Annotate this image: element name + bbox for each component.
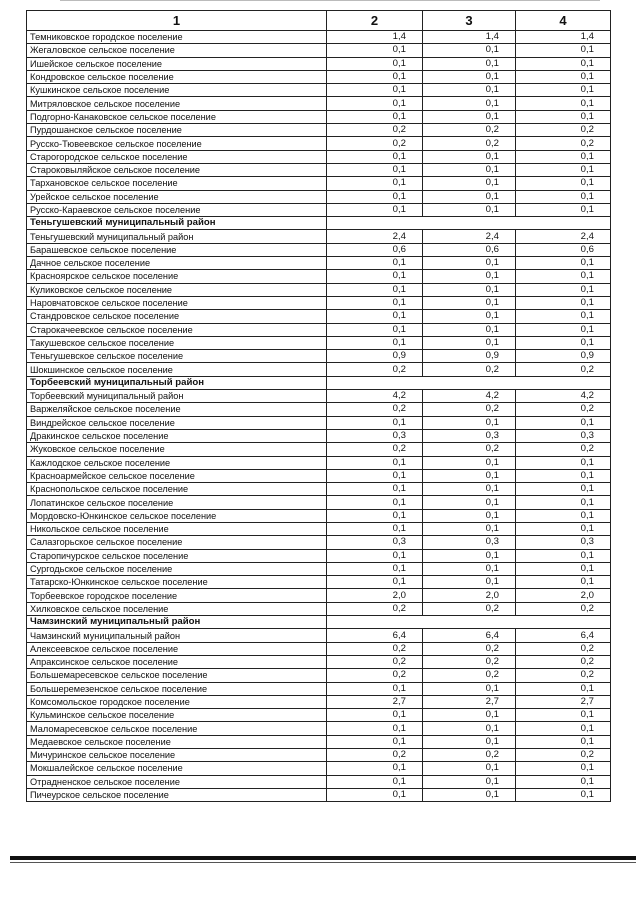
value-cell-col2: 0,1 [327, 549, 423, 562]
value-cell-col2: 0,1 [327, 496, 423, 509]
table-row [27, 323, 611, 336]
settlement-name-cell: Дракинское сельское поселение [27, 429, 327, 442]
value-cell-col4: 0,2 [516, 642, 611, 655]
settlement-name-cell: Пичеурское сельское поселение [27, 788, 327, 801]
value-cell-col4: 0,1 [516, 416, 611, 429]
value-cell-col3: 0,1 [423, 416, 516, 429]
value-cell-col4: 0,1 [516, 270, 611, 283]
value-cell-col2: 0,1 [327, 456, 423, 469]
table-row [27, 44, 611, 57]
value-cell-col2: 0,1 [327, 84, 423, 97]
table-header-row [27, 11, 611, 31]
value-cell-col4: 0,1 [516, 97, 611, 110]
settlement-name-cell: Кажлодское сельское поселение [27, 456, 327, 469]
value-cell-col2: 2,7 [327, 695, 423, 708]
value-cell-col3: 0,1 [423, 682, 516, 695]
value-cell-col3: 0,3 [423, 429, 516, 442]
value-cell-col4: 0,1 [516, 682, 611, 695]
value-cell-col4: 0,1 [516, 496, 611, 509]
value-cell-col4: 0,1 [516, 483, 611, 496]
settlement-name-cell: Чамзинский муниципальный район [27, 629, 327, 642]
value-cell-col3: 0,1 [423, 762, 516, 775]
bottom-rule-thin [10, 862, 636, 863]
value-cell-col2: 0,1 [327, 310, 423, 323]
settlement-name-cell: Хилковское сельское поселение [27, 602, 327, 615]
value-cell-col3: 0,1 [423, 522, 516, 535]
value-cell-col3: 4,2 [423, 390, 516, 403]
table-row [27, 97, 611, 110]
value-cell-col3: 0,1 [423, 735, 516, 748]
value-cell-col2: 0,1 [327, 336, 423, 349]
value-cell-col4: 0,1 [516, 150, 611, 163]
settlement-name-cell: Красноармейское сельское поселение [27, 469, 327, 482]
settlement-name-cell: Пурдошанское сельское поселение [27, 124, 327, 137]
value-cell-col2: 6,4 [327, 629, 423, 642]
column-header-2: 2 [327, 11, 423, 31]
value-cell-col3: 0,2 [423, 124, 516, 137]
value-cell-col4: 0,1 [516, 788, 611, 801]
value-cell-col3: 0,2 [423, 443, 516, 456]
table-row [27, 31, 611, 44]
settlement-name-cell: Апраксинское сельское поселение [27, 655, 327, 668]
value-cell-col2: 0,1 [327, 522, 423, 535]
value-cell-col4: 0,2 [516, 443, 611, 456]
value-cell-col4: 0,2 [516, 669, 611, 682]
value-cell-col4: 0,1 [516, 57, 611, 70]
value-cell-col4: 2,4 [516, 230, 611, 243]
value-cell-col2: 0,1 [327, 270, 423, 283]
value-cell-col3: 0,1 [423, 190, 516, 203]
value-cell-col3: 0,1 [423, 549, 516, 562]
settlement-name-cell: Сургодьское сельское поселение [27, 562, 327, 575]
settlement-name-cell: Старопичурское сельское поселение [27, 549, 327, 562]
value-cell-col2: 0,2 [327, 403, 423, 416]
value-cell-col4: 0,2 [516, 602, 611, 615]
section-empty-cell [327, 616, 611, 629]
value-cell-col4: 0,1 [516, 323, 611, 336]
value-cell-col3: 6,4 [423, 629, 516, 642]
table-row [27, 536, 611, 549]
value-cell-col2: 0,2 [327, 443, 423, 456]
value-cell-col4: 0,9 [516, 350, 611, 363]
value-cell-col2: 2,4 [327, 230, 423, 243]
section-empty-cell [327, 217, 611, 230]
settlement-name-cell: Дачное сельское поселение [27, 257, 327, 270]
table-row [27, 416, 611, 429]
value-cell-col3: 0,2 [423, 749, 516, 762]
settlement-name-cell: Большемаресевское сельское поселение [27, 669, 327, 682]
settlement-name-cell: Наровчатовское сельское поселение [27, 296, 327, 309]
value-cell-col4: 0,1 [516, 177, 611, 190]
value-cell-col3: 0,1 [423, 44, 516, 57]
table-row [27, 682, 611, 695]
table-row [27, 589, 611, 602]
value-cell-col2: 0,1 [327, 788, 423, 801]
table-row [27, 749, 611, 762]
table-row [27, 190, 611, 203]
table-row [27, 296, 611, 309]
settlement-name-cell: Татарско-Юнкинское сельское поселение [27, 576, 327, 589]
table-row [27, 443, 611, 456]
value-cell-col2: 0,1 [327, 722, 423, 735]
value-cell-col3: 0,1 [423, 323, 516, 336]
table-row [27, 124, 611, 137]
settlement-name-cell: Старогородское сельское поселение [27, 150, 327, 163]
value-cell-col3: 0,1 [423, 788, 516, 801]
value-cell-col4: 0,1 [516, 549, 611, 562]
settlement-name-cell: Кушкинское сельское поселение [27, 84, 327, 97]
value-cell-col4: 0,1 [516, 522, 611, 535]
value-cell-col4: 0,2 [516, 749, 611, 762]
table-row [27, 456, 611, 469]
value-cell-col2: 0,2 [327, 602, 423, 615]
value-cell-col3: 0,1 [423, 469, 516, 482]
table-row [27, 642, 611, 655]
value-cell-col2: 0,1 [327, 190, 423, 203]
table-row [27, 177, 611, 190]
value-cell-col3: 0,2 [423, 363, 516, 376]
value-cell-col3: 0,1 [423, 203, 516, 216]
settlement-name-cell: Митряловское сельское поселение [27, 97, 327, 110]
value-cell-col4: 0,1 [516, 456, 611, 469]
value-cell-col3: 0,1 [423, 562, 516, 575]
value-cell-col3: 2,0 [423, 589, 516, 602]
table-row [27, 230, 611, 243]
value-cell-col4: 0,1 [516, 735, 611, 748]
table-row [27, 110, 611, 123]
value-cell-col2: 0,1 [327, 576, 423, 589]
value-cell-col2: 0,1 [327, 509, 423, 522]
table-row [27, 788, 611, 801]
table-row [27, 57, 611, 70]
value-cell-col4: 0,3 [516, 536, 611, 549]
value-cell-col3: 0,2 [423, 403, 516, 416]
table-row [27, 243, 611, 256]
value-cell-col2: 1,4 [327, 31, 423, 44]
value-cell-col2: 0,6 [327, 243, 423, 256]
value-cell-col4: 0,1 [516, 283, 611, 296]
value-cell-col4: 2,0 [516, 589, 611, 602]
value-cell-col4: 1,4 [516, 31, 611, 44]
bottom-rule [10, 856, 636, 860]
settlement-name-cell: Куликовское сельское поселение [27, 283, 327, 296]
table-row [27, 469, 611, 482]
value-cell-col3: 0,1 [423, 576, 516, 589]
value-cell-col3: 0,1 [423, 177, 516, 190]
value-cell-col2: 0,1 [327, 562, 423, 575]
settlement-name-cell: Медаевское сельское поселение [27, 735, 327, 748]
value-cell-col3: 0,1 [423, 496, 516, 509]
value-cell-col4: 0,1 [516, 762, 611, 775]
value-cell-col3: 0,1 [423, 722, 516, 735]
distribution-table [26, 10, 611, 802]
settlement-name-cell: Мордовско-Юнкинское сельское поселение [27, 509, 327, 522]
section-header-row [27, 616, 611, 629]
value-cell-col4: 0,1 [516, 469, 611, 482]
value-cell-col3: 0,2 [423, 642, 516, 655]
value-cell-col3: 0,1 [423, 70, 516, 83]
settlement-name-cell: Стандровское сельское поселение [27, 310, 327, 323]
value-cell-col3: 1,4 [423, 31, 516, 44]
settlement-name-cell: Алексеевское сельское поселение [27, 642, 327, 655]
value-cell-col2: 0,1 [327, 97, 423, 110]
value-cell-col4: 0,2 [516, 655, 611, 668]
settlement-name-cell: Жегаловское сельское поселение [27, 44, 327, 57]
settlement-name-cell: Виндрейское сельское поселение [27, 416, 327, 429]
settlement-name-cell: Торбеевское городское поселение [27, 589, 327, 602]
value-cell-col2: 0,1 [327, 177, 423, 190]
table-row [27, 84, 611, 97]
value-cell-col2: 0,2 [327, 749, 423, 762]
value-cell-col3: 0,1 [423, 709, 516, 722]
settlement-name-cell: Барашевское сельское поселение [27, 243, 327, 256]
value-cell-col2: 0,2 [327, 669, 423, 682]
value-cell-col3: 0,2 [423, 602, 516, 615]
value-cell-col4: 0,1 [516, 509, 611, 522]
table-body [27, 31, 611, 802]
value-cell-col3: 0,3 [423, 536, 516, 549]
value-cell-col3: 0,1 [423, 296, 516, 309]
value-cell-col4: 0,2 [516, 403, 611, 416]
table-row [27, 150, 611, 163]
value-cell-col3: 2,4 [423, 230, 516, 243]
settlement-name-cell: Варжеляйское сельское поселение [27, 403, 327, 416]
settlement-name-cell: Жуковское сельское поселение [27, 443, 327, 456]
settlement-name-cell: Кондровское сельское поселение [27, 70, 327, 83]
value-cell-col2: 0,1 [327, 150, 423, 163]
settlement-name-cell: Краснопольское сельское поселение [27, 483, 327, 496]
settlement-name-cell: Маломаресевское сельское поселение [27, 722, 327, 735]
settlement-name-cell: Теньгушевское сельское поселение [27, 350, 327, 363]
value-cell-col2: 0,1 [327, 257, 423, 270]
settlement-name-cell: Подгорно-Канаковское сельское поселение [27, 110, 327, 123]
value-cell-col2: 0,2 [327, 137, 423, 150]
value-cell-col4: 6,4 [516, 629, 611, 642]
table-row [27, 283, 611, 296]
value-cell-col2: 0,1 [327, 70, 423, 83]
value-cell-col3: 0,1 [423, 84, 516, 97]
table-row [27, 270, 611, 283]
value-cell-col2: 0,1 [327, 110, 423, 123]
settlement-name-cell: Лопатинское сельское поселение [27, 496, 327, 509]
settlement-name-cell: Шокшинское сельское поселение [27, 363, 327, 376]
value-cell-col2: 0,1 [327, 203, 423, 216]
settlement-name-cell: Большеремезенское сельское поселение [27, 682, 327, 695]
value-cell-col2: 0,2 [327, 655, 423, 668]
settlement-name-cell: Торбеевский муниципальный район [27, 390, 327, 403]
table-row [27, 509, 611, 522]
settlement-name-cell: Теньгушевский муниципальный район [27, 230, 327, 243]
value-cell-col2: 0,1 [327, 296, 423, 309]
value-cell-col4: 0,1 [516, 190, 611, 203]
value-cell-col2: 0,1 [327, 283, 423, 296]
value-cell-col3: 0,1 [423, 270, 516, 283]
settlement-name-cell: Красноярское сельское поселение [27, 270, 327, 283]
value-cell-col4: 0,1 [516, 310, 611, 323]
value-cell-col2: 0,2 [327, 642, 423, 655]
value-cell-col3: 0,1 [423, 150, 516, 163]
value-cell-col3: 0,1 [423, 283, 516, 296]
value-cell-col2: 0,2 [327, 124, 423, 137]
table-row [27, 562, 611, 575]
table-row [27, 775, 611, 788]
value-cell-col2: 0,1 [327, 709, 423, 722]
value-cell-col4: 0,1 [516, 84, 611, 97]
value-cell-col4: 4,2 [516, 390, 611, 403]
value-cell-col3: 0,1 [423, 97, 516, 110]
settlement-name-cell: Тархановское сельское поселение [27, 177, 327, 190]
value-cell-col2: 0,9 [327, 350, 423, 363]
value-cell-col3: 0,6 [423, 243, 516, 256]
settlement-name-cell: Русско-Тювеевское сельское поселение [27, 137, 327, 150]
value-cell-col3: 0,1 [423, 483, 516, 496]
top-edge-line [60, 0, 600, 1]
section-header-row [27, 376, 611, 389]
value-cell-col4: 0,1 [516, 257, 611, 270]
value-cell-col3: 0,1 [423, 257, 516, 270]
value-cell-col2: 0,3 [327, 429, 423, 442]
table-row [27, 429, 611, 442]
value-cell-col3: 0,1 [423, 310, 516, 323]
settlement-name-cell: Старокачеевское сельское поселение [27, 323, 327, 336]
table-row [27, 522, 611, 535]
value-cell-col4: 0,6 [516, 243, 611, 256]
value-cell-col2: 0,1 [327, 483, 423, 496]
value-cell-col4: 0,1 [516, 163, 611, 176]
value-cell-col3: 2,7 [423, 695, 516, 708]
value-cell-col3: 0,2 [423, 137, 516, 150]
table-row [27, 257, 611, 270]
table-row [27, 496, 611, 509]
table-row [27, 203, 611, 216]
table-row [27, 629, 611, 642]
section-title: Теньгушевский муниципальный район [27, 217, 327, 230]
column-header-4: 4 [516, 11, 611, 31]
column-header-3: 3 [423, 11, 516, 31]
settlement-name-cell: Темниковское городское поселение [27, 31, 327, 44]
value-cell-col4: 0,1 [516, 709, 611, 722]
table-row [27, 336, 611, 349]
table-row [27, 602, 611, 615]
value-cell-col2: 0,3 [327, 536, 423, 549]
value-cell-col2: 0,1 [327, 57, 423, 70]
table-row [27, 695, 611, 708]
value-cell-col2: 0,1 [327, 735, 423, 748]
table-row [27, 137, 611, 150]
value-cell-col2: 0,1 [327, 416, 423, 429]
value-cell-col4: 0,1 [516, 336, 611, 349]
settlement-name-cell: Отрадненское сельское поселение [27, 775, 327, 788]
value-cell-col2: 2,0 [327, 589, 423, 602]
value-cell-col3: 0,1 [423, 110, 516, 123]
value-cell-col4: 2,7 [516, 695, 611, 708]
table-row [27, 669, 611, 682]
value-cell-col2: 0,1 [327, 44, 423, 57]
value-cell-col4: 0,1 [516, 44, 611, 57]
value-cell-col4: 0,1 [516, 562, 611, 575]
value-cell-col4: 0,1 [516, 722, 611, 735]
value-cell-col4: 0,2 [516, 363, 611, 376]
table-row [27, 390, 611, 403]
table-row [27, 163, 611, 176]
value-cell-col3: 0,2 [423, 655, 516, 668]
settlement-name-cell: Мокшалейское сельское поселение [27, 762, 327, 775]
settlement-name-cell: Русско-Караевское сельское поселение [27, 203, 327, 216]
section-title: Торбеевский муниципальный район [27, 376, 327, 389]
value-cell-col3: 0,1 [423, 509, 516, 522]
section-title: Чамзинский муниципальный район [27, 616, 327, 629]
settlement-name-cell: Мичуринское сельское поселение [27, 749, 327, 762]
value-cell-col4: 0,1 [516, 296, 611, 309]
value-cell-col4: 0,2 [516, 124, 611, 137]
value-cell-col2: 0,2 [327, 363, 423, 376]
table-row [27, 655, 611, 668]
table-row [27, 310, 611, 323]
section-header-row [27, 217, 611, 230]
value-cell-col3: 0,1 [423, 57, 516, 70]
settlement-name-cell: Комсомольское городское поселение [27, 695, 327, 708]
value-cell-col4: 0,2 [516, 137, 611, 150]
settlement-name-cell: Кульминское сельское поселение [27, 709, 327, 722]
table-row [27, 576, 611, 589]
value-cell-col4: 0,1 [516, 775, 611, 788]
settlement-name-cell: Староковыляйское сельское поселение [27, 163, 327, 176]
value-cell-col2: 0,1 [327, 469, 423, 482]
table-row [27, 483, 611, 496]
table-row [27, 549, 611, 562]
settlement-name-cell: Урейское сельское поселение [27, 190, 327, 203]
value-cell-col4: 0,1 [516, 203, 611, 216]
table-row [27, 722, 611, 735]
table-row [27, 70, 611, 83]
value-cell-col4: 0,1 [516, 110, 611, 123]
column-header-1: 1 [27, 11, 327, 31]
value-cell-col3: 0,9 [423, 350, 516, 363]
settlement-name-cell: Салазгорьское сельское поселение [27, 536, 327, 549]
value-cell-col2: 0,1 [327, 762, 423, 775]
value-cell-col2: 0,1 [327, 775, 423, 788]
value-cell-col3: 0,1 [423, 775, 516, 788]
value-cell-col3: 0,1 [423, 336, 516, 349]
value-cell-col2: 0,1 [327, 682, 423, 695]
value-cell-col2: 0,1 [327, 323, 423, 336]
settlement-name-cell: Такушевское сельское поселение [27, 336, 327, 349]
table-row [27, 762, 611, 775]
value-cell-col4: 0,1 [516, 576, 611, 589]
settlement-name-cell: Ишейское сельское поселение [27, 57, 327, 70]
section-empty-cell [327, 376, 611, 389]
table-row [27, 735, 611, 748]
value-cell-col3: 0,1 [423, 456, 516, 469]
table-row [27, 363, 611, 376]
table-row [27, 403, 611, 416]
value-cell-col2: 0,1 [327, 163, 423, 176]
table-row [27, 709, 611, 722]
value-cell-col3: 0,1 [423, 163, 516, 176]
table-row [27, 350, 611, 363]
value-cell-col3: 0,2 [423, 669, 516, 682]
value-cell-col4: 0,3 [516, 429, 611, 442]
settlement-name-cell: Никольское сельское поселение [27, 522, 327, 535]
value-cell-col2: 4,2 [327, 390, 423, 403]
value-cell-col4: 0,1 [516, 70, 611, 83]
